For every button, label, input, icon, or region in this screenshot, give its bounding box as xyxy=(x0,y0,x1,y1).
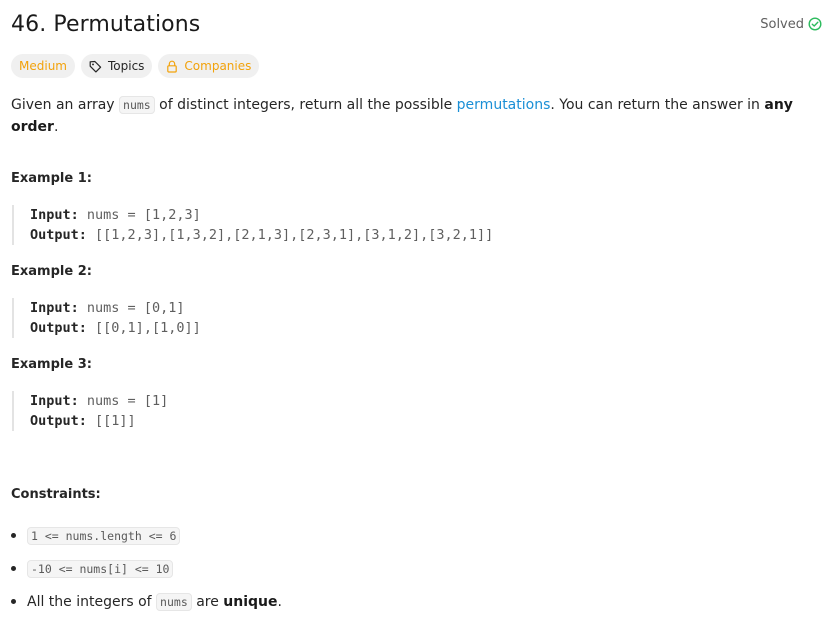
example-2-output xyxy=(30,318,201,338)
input-label: Input: xyxy=(30,207,79,223)
constraint-text-part: are xyxy=(191,593,224,610)
example-1-block xyxy=(12,205,493,245)
tag-icon xyxy=(89,60,102,73)
output-value: [[1,2,3],[1,3,2],[2,1,3],[2,3,1],[3,1,2],[3,2,1]] xyxy=(95,227,494,243)
output-label: Output: xyxy=(30,320,87,336)
tag-row xyxy=(11,54,822,78)
example-2-input xyxy=(30,298,201,318)
companies-button[interactable] xyxy=(158,54,259,78)
constraint-code: -10 <= nums[i] <= 10 xyxy=(27,560,173,578)
permutations-link[interactable]: permutations xyxy=(456,97,551,113)
companies-label: Companies xyxy=(184,59,252,73)
solved-label: Solved xyxy=(760,16,804,32)
solved-status xyxy=(760,17,822,32)
example-3-title: Example 3: xyxy=(11,357,92,372)
problem-title[interactable]: 46. Permutations xyxy=(11,11,201,37)
lock-icon xyxy=(166,60,178,73)
constraint-item xyxy=(11,552,282,585)
input-label: Input: xyxy=(30,300,79,316)
inline-code-nums: nums xyxy=(156,593,192,611)
statement-text: of distinct integers, return all the possible xyxy=(154,97,457,113)
example-2-block xyxy=(12,298,201,338)
problem-statement xyxy=(11,94,822,138)
output-value: [[1]] xyxy=(95,413,136,429)
any-order-emphasis: any order xyxy=(11,97,793,135)
example-1-input xyxy=(30,205,493,225)
constraint-text xyxy=(27,594,282,610)
title-row xyxy=(11,0,822,48)
difficulty-label: Medium xyxy=(19,59,67,73)
output-label: Output: xyxy=(30,413,87,429)
topics-label: Topics xyxy=(107,59,145,73)
constraint-text-part: All the integers of xyxy=(27,593,157,610)
statement-text: Given an array xyxy=(11,97,120,113)
inline-code-nums: nums xyxy=(119,96,155,114)
example-1-output xyxy=(30,225,493,245)
constraint-text-part: . xyxy=(277,593,282,610)
example-2-title: Example 2: xyxy=(11,264,92,279)
check-circle-icon xyxy=(808,17,822,31)
input-value: nums = [1] xyxy=(86,393,169,409)
output-value: [[0,1],[1,0]] xyxy=(95,320,201,336)
constraints-list xyxy=(11,519,282,618)
example-3-block xyxy=(12,391,168,431)
example-3-input xyxy=(30,391,168,411)
constraint-item xyxy=(11,585,282,618)
input-label: Input: xyxy=(30,393,79,409)
input-value: nums = [1,2,3] xyxy=(86,207,201,223)
output-label: Output: xyxy=(30,227,87,243)
example-1-title: Example 1: xyxy=(11,171,92,186)
difficulty-tag[interactable] xyxy=(11,54,75,78)
input-value: nums = [0,1] xyxy=(86,300,185,316)
constraint-item xyxy=(11,519,282,552)
constraints-title: Constraints: xyxy=(11,487,101,502)
statement-text: . xyxy=(53,119,59,135)
topics-button[interactable] xyxy=(81,54,152,78)
unique-emphasis: unique xyxy=(223,593,278,610)
example-3-output xyxy=(30,411,168,431)
constraint-code: 1 <= nums.length <= 6 xyxy=(27,527,180,545)
statement-text: . You can return the answer in xyxy=(550,97,765,113)
